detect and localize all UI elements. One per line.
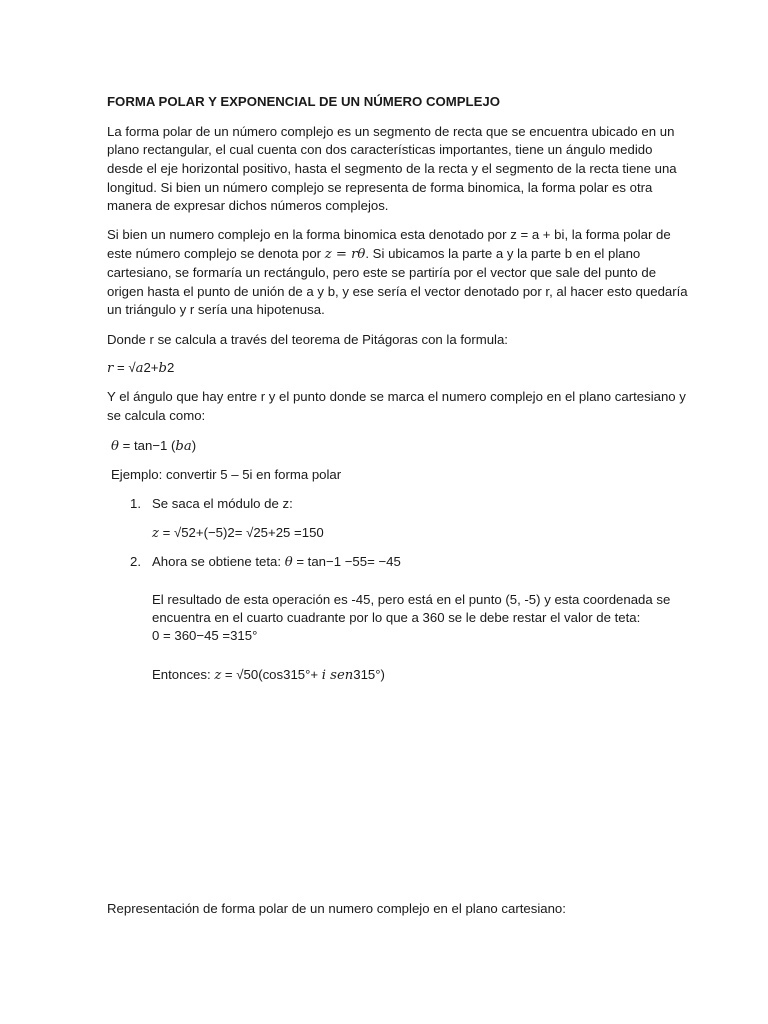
formula-r-part-a: = √ <box>113 360 136 375</box>
figure-caption: Representación de forma polar de un numero complejo en el plano cartesiano: <box>107 901 566 916</box>
formula-theta-part-c: ) <box>191 438 197 453</box>
final-formula-variable: z <box>214 668 222 683</box>
paragraph-4-line-2: se calcula como: <box>107 408 206 423</box>
step-1-number: 1. <box>130 496 141 511</box>
paragraph-2-line-1: Si bien un numero complejo en la forma binomica esta denotado por z = a + bi, la forma polar de <box>107 227 671 242</box>
final-formula-text-c: i sen <box>321 668 354 683</box>
formula-r-variable: r <box>107 361 114 376</box>
formula-r-part-b: a <box>135 361 144 376</box>
paragraph-2-line-4: origen hasta el punto de unión de a y b, y ese sería el vector denotado por r, al hacer esto quedaría <box>107 284 688 299</box>
final-formula <box>152 665 385 685</box>
step-1-formula-body: = √52+(−5)2= √25+25 =150 <box>158 525 324 540</box>
formula-theta-part-b: ba <box>175 439 192 454</box>
formula-r <box>107 358 174 378</box>
paragraph-3: Donde r se calcula a través del teorema de Pitágoras con la formula: <box>107 332 508 347</box>
formula-theta <box>111 436 196 456</box>
step-2-variable: θ <box>284 555 293 570</box>
paragraph-1-line-1: La forma polar de un número complejo es un segmento de recta que se encuentra ubicado en un <box>107 124 675 139</box>
formula-theta-variable: θ <box>111 439 119 454</box>
step-2-text-b: = tan−1 −55= −45 <box>292 554 401 569</box>
formula-r-part-d: b <box>158 361 167 376</box>
final-formula-text-d: 315°) <box>353 667 385 682</box>
example-heading: Ejemplo: convertir 5 – 5i en forma polar <box>111 467 342 482</box>
result-line-2: encuentra en el cuarto cuadrante por lo que a 360 se le debe restar el valor de teta: <box>152 610 641 625</box>
paragraph-2-line-3: cartesiano, se formaría un rectángulo, pero este se partiría por el vector que sale del punto de <box>107 265 657 280</box>
paragraph-2-line-2-text-b: . Si ubicamos la parte a y la parte b en el plano <box>365 246 641 261</box>
step-1-formula-variable: z <box>152 526 159 541</box>
step-2-number: 2. <box>130 554 141 569</box>
paragraph-2-line-5: un triángulo y r sería una hipotenusa. <box>107 302 325 317</box>
paragraph-4-line-1: Y el ángulo que hay entre r y el punto donde se marca el numero complejo en el plano cartesiano y <box>107 389 686 404</box>
document-title: FORMA POLAR Y EXPONENCIAL DE UN NÚMERO COMPLEJO <box>107 94 500 109</box>
step-1-text: Se saca el módulo de z: <box>152 496 293 511</box>
formula-r-part-c: 2+ <box>143 360 159 375</box>
step-2-text-a: Ahora se obtiene teta: <box>152 554 285 569</box>
final-formula-text-a: Entonces: <box>152 667 215 682</box>
final-formula-text-b: = √50(cos315°+ <box>221 667 322 682</box>
polar-form-formula: z = rθ <box>324 247 366 262</box>
paragraph-1-line-4: longitud. Si bien un número complejo se representa de forma binomica, la forma polar es otra <box>107 180 653 195</box>
result-line-1: El resultado de esta operación es -45, pero está en el punto (5, -5) y esta coordenada se <box>152 592 671 607</box>
step-1-formula <box>152 523 324 543</box>
paragraph-1-line-2: plano rectangular, el cual cuenta con dos características importantes, tiene un ángulo medido <box>107 142 653 157</box>
paragraph-2-line-2-text-a: este número complejo se denota por <box>107 246 325 261</box>
step-2-text <box>152 552 401 572</box>
paragraph-1-line-3: desde el eje horizontal positivo, hasta el segmento de la recta y el segmento de la recta tiene una <box>107 161 677 176</box>
result-formula: 0 = 360−45 =315° <box>152 628 258 643</box>
formula-theta-part-a: = tan−1 ( <box>118 438 176 453</box>
paragraph-2-line-2 <box>107 244 640 264</box>
formula-r-part-e: 2 <box>166 360 175 375</box>
paragraph-1-line-5: manera de expresar dichos números complejos. <box>107 198 389 213</box>
